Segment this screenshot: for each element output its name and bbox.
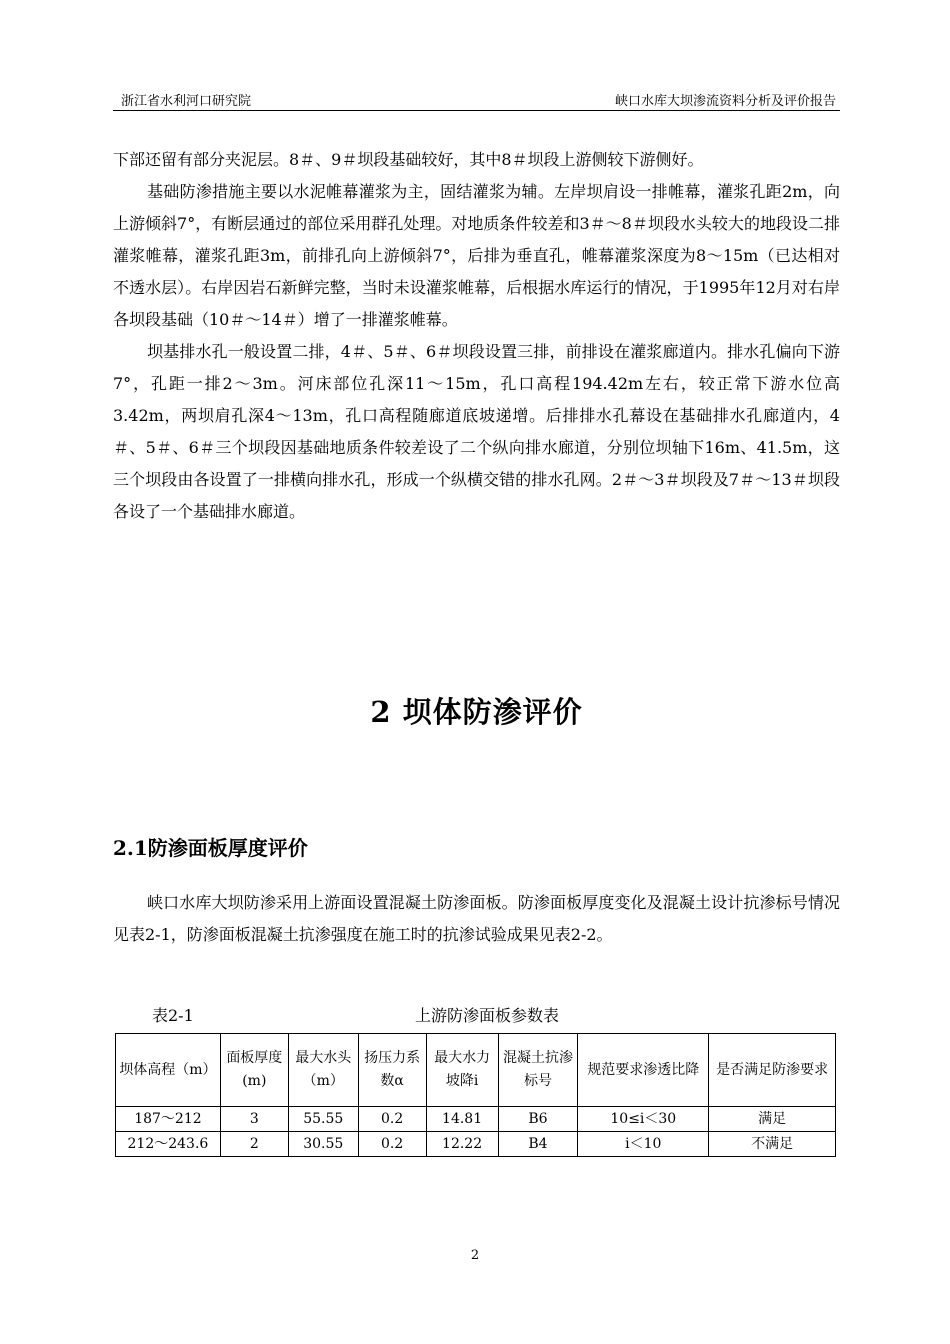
table-label: 表2-1 [152,1006,194,1025]
table-cell: 0.2 [358,1107,426,1132]
paragraph: 基础防渗措施主要以水泥帷幕灌浆为主，固结灌浆为辅。左岸坝肩设一排帷幕，灌浆孔距2m，向上游倾斜7°，有断层通过的部位采用群孔处理。对地质条件较差和3＃～8＃坝段水头较大的地段设二排灌浆帷幕，灌浆孔距3m，前排孔向上游倾斜7°，后排为垂直孔，帷幕灌浆深度为8～15m（已达相对不透水层）。右岸因岩石新鲜完整，当时未设灌浆帷幕，后根据水库运行的情况，于1995年12月对右岸各坝段基础（10＃～14＃）增了一排灌浆帷幕。 [113,182,840,329]
header-report-title: 峡口水库大坝渗流资料分析及评价报告 [614,94,836,109]
table-header-row [116,1034,836,1107]
table-cell: 2 [220,1132,288,1157]
table-cell: B6 [498,1107,578,1132]
page-number: 2 [470,1248,480,1263]
table-cell: 14.81 [426,1107,498,1132]
chapter-title: 2 坝体防渗评价 [370,695,583,729]
table-cell: 212～243.6 [116,1132,221,1157]
header-cell: 最大水头（m） [288,1034,358,1107]
table-cell: 0.2 [358,1132,426,1157]
header-cell: 坝体高程（m） [116,1034,221,1107]
header-cell: 扬压力系数α [358,1034,426,1107]
header-institute: 浙江省水利河口研究院 [121,94,252,109]
table-cell: 12.22 [426,1132,498,1157]
table-cell: 满足 [709,1107,836,1132]
table-cell: 3 [220,1107,288,1132]
table-cell: 10≤i＜30 [578,1107,709,1132]
table-cell: 55.55 [288,1107,358,1132]
header-cell: 是否满足防渗要求 [709,1034,836,1107]
section-title: 2.1防渗面板厚度评价 [113,836,308,860]
table-row [116,1132,836,1157]
paragraph: 坝基排水孔一般设置二排，4＃、5＃、6＃坝段设置三排，前排设在灌浆廊道内。排水孔偏向下游7°，孔距一排2～3m。河床部位孔深11～15m，孔口高程194.42m左右，较正常下游水位高3.42m，两坝肩孔深4～13m，孔口高程随廊道底坡递增。后排排水孔幕设在基础排水孔廊道内，4＃、5＃、6＃三个坝段因基础地质条件较差设了二个纵向排水廊道，分别位坝轴下16m、41.5m，这三个坝段由各设置了一排横向排水孔，形成一个纵横交错的排水孔网。2＃～3＃坝段及7＃～13＃坝段各设了一个基础排水廊道。 [113,342,840,521]
paragraph: 峡口水库大坝防渗采用上游面设置混凝土防渗面板。防渗面板厚度变化及混凝土设计抗渗标号情况见表2-1，防渗面板混凝土抗渗强度在施工时的抗渗试验成果见表2-2。 [113,893,840,944]
header-cell: 混凝土抗渗标号 [498,1034,578,1107]
table-cell: 不满足 [709,1132,836,1157]
table-cell: 30.55 [288,1132,358,1157]
table-cell: 187～212 [116,1107,221,1132]
header-cell: 最大水力坡降i [426,1034,498,1107]
intro-text [113,144,840,528]
page-header [113,88,840,111]
section-text [113,887,840,951]
table-title: 上游防渗面板参数表 [415,1006,560,1025]
header-cell: 面板厚度(m) [220,1034,288,1107]
table-cell: B4 [498,1132,578,1157]
table-row [116,1107,836,1132]
table-cell: i＜10 [578,1132,709,1157]
parameter-table [115,1033,836,1157]
paragraph: 下部还留有部分夹泥层。8＃、9＃坝段基础较好，其中8＃坝段上游侧较下游侧好。 [113,150,704,169]
header-cell: 规范要求渗透比降 [578,1034,709,1107]
